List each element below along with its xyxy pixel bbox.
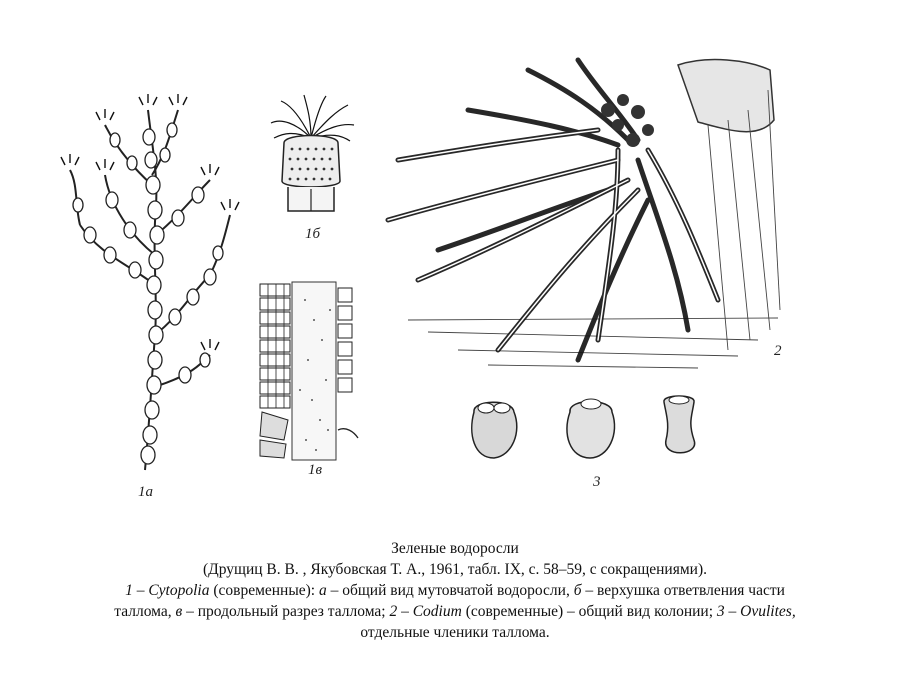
caption-num-1: 1 – [125, 582, 145, 599]
figure-caption [0, 538, 910, 643]
label-2: 2 [774, 343, 782, 359]
caption-genus-cytopolia: Cytopolia [148, 582, 210, 599]
caption-genus-ovulites: Ovulites, [740, 603, 796, 620]
figure-1b-branch-tip [266, 93, 356, 218]
caption-line-3 [0, 580, 910, 601]
caption-line-5: отдельные членики таллома. [360, 624, 550, 641]
caption-text: верхушка ответвления части [597, 582, 785, 599]
caption-text: продольный разрез таллома; [197, 603, 386, 620]
caption-text: (современные): [213, 582, 316, 599]
caption-text: (современные) – общий вид колонии; [465, 603, 714, 620]
figure-1v-longitudinal-section [250, 280, 362, 462]
label-1v: 1в [308, 462, 323, 478]
label-3: 3 [593, 474, 601, 490]
caption-title: Зеленые водоросли [391, 540, 519, 557]
caption-num-3: 3 – [716, 603, 737, 620]
caption-text: общий вид мутовчатой водоросли, [342, 582, 570, 599]
caption-letter-b: б – [573, 582, 594, 599]
label-1b: 1б [305, 226, 321, 242]
caption-line-4 [0, 601, 910, 622]
caption-letter-a: а – [318, 582, 339, 599]
caption-letter-v: в – [175, 603, 194, 620]
figure-1a-cymopolia-branch [60, 85, 250, 485]
figure-3-ovulites-segments [462, 392, 712, 472]
caption-num-2: 2 – [389, 603, 409, 620]
caption-source: (Друщиц В. В. , Якубовская Т. А., 1961, табл. IX, с. 58–59, с сокращениями). [203, 561, 707, 578]
caption-genus-codium: Codium [412, 603, 462, 620]
caption-text: таллома, [114, 603, 172, 620]
figure-2-codium-colony [378, 50, 808, 375]
label-1a: 1а [138, 484, 153, 500]
